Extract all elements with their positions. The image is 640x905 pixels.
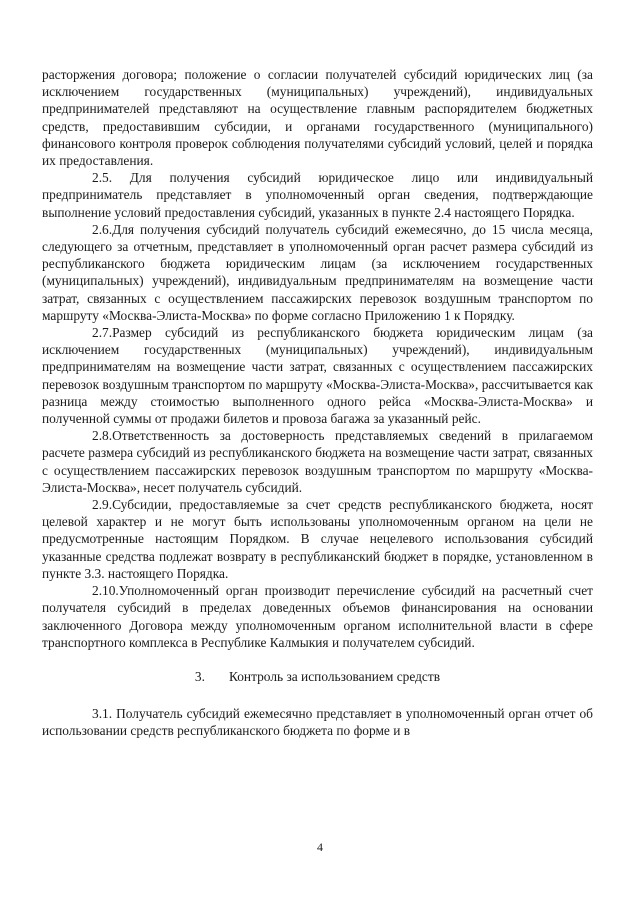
paragraph-2-9: 2.9.Субсидии, предоставляемые за счет средств республиканского бюджета, носят целевой характер и не могут быть использованы уполномоченным органом на цели не предусмотренные настоящим Порядком. В случае нецелевого использования субсидий указанные средства подлежат возврату в республиканский бюджет в порядке, установленном в пункте 3.3. настоящего Порядка. (42, 497, 593, 581)
paragraph-2-6: 2.6.Для получения субсидий получатель субсидий ежемесячно, до 15 числа месяца, следующего за отчетным, представляет в уполномоченный орган расчет размера субсидий из республиканского бюджета юридическим лицам (за исключением государственных (муниципальных) учреждений), индивидуальным предпринимателям на возмещение части затрат, связанных с осуществлением пассажирских перевозок воздушным транспортом по маршруту «Москва-Элиста-Москва» по форме согласно Приложению 1 к Порядку. (42, 221, 593, 323)
document-body (42, 66, 593, 740)
section-heading (42, 668, 593, 685)
section-title: Контроль за использованием средств (228, 668, 441, 684)
paragraph-continuation: расторжения договора; положение о согласии получателей субсидий юридических лиц (за исключением государственных (муниципальных) учреждений), индивидуальных предпринимателей представляют на осуществление главным распорядителем бюджетных средств, предоставившим субсидии, и органами государственного (муниципального) финансового контроля проверок соблюдения получателями субсидий условий, целей и порядка их предоставления. (42, 67, 593, 169)
section-number: 3. (194, 668, 205, 684)
paragraph-2-10: 2.10.Уполномоченный орган производит перечисление субсидий на расчетный счет получателя субсидий в пределах доведенных объемов финансирования на основании заключенного Договора между уполномоченным органом исполнительной власти в сфере транспортного комплекса в Республике Калмыкия и получателем субсидий. (42, 583, 593, 650)
paragraph-3-1: 3.1. Получатель субсидий ежемесячно представляет в уполномоченный орган отчет об использовании средств республиканского бюджета по форме и в (42, 706, 593, 739)
page-number: 4 (317, 840, 323, 854)
paragraph-2-8: 2.8.Ответственность за достоверность представляемых сведений в прилагаемом расчете размера субсидий из республиканского бюджета на возмещение части затрат, связанных с осуществлением пассажирских перевозок воздушным транспортом по маршруту «Москва-Элиста-Москва», несет получатель субсидий. (42, 428, 593, 495)
paragraph-2-7: 2.7.Размер субсидий из республиканского бюджета юридическим лицам (за исключением государственных (муниципальных) учреждений), индивидуальным предпринимателям на возмещение части затрат, связанных с осуществлением пассажирских перевозок воздушным транспортом по маршруту «Москва-Элиста-Москва», рассчитывается как разница между стоимостью выполненного одного рейса «Москва-Элиста-Москва» и полученной суммы от продажи билетов и провоза багажа за указанный рейс. (42, 325, 593, 427)
paragraph-2-5: 2.5. Для получения субсидий юридическое лицо или индивидуальный предприниматель представляет в уполномоченный орган сведения, подтверждающие выполнение условий предоставления субсидий, указанных в пункте 2.4 настоящего Порядка. (42, 170, 593, 220)
